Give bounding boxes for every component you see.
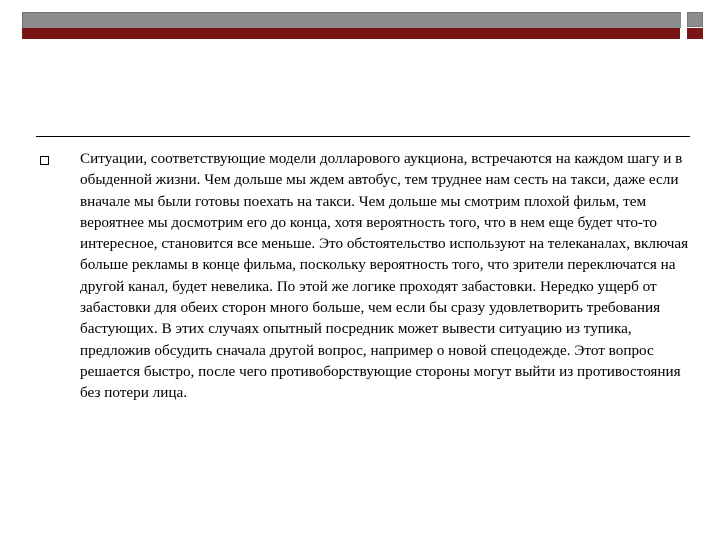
header-corner-red-square — [687, 28, 703, 39]
hollow-square-bullet-icon — [40, 156, 49, 165]
header-gray-bar — [22, 12, 681, 28]
title-divider-line — [36, 136, 690, 137]
header-red-bar — [22, 28, 680, 39]
header-corner-square — [687, 12, 703, 27]
slide-body-text: Ситуации, соответствующие модели долларового аукциона, встречаются на каждом шагу и в обыденной жизни. Чем дольше мы ждем автобус, тем труднее нам сесть на такси, даже если вначале мы были готовы поехать на такси. Чем дольше мы смотрим плохой фильм, тем вероятнее мы досмотрим его до конца, хотя вероятность того, что в нем еще будет что-то интересное, становится все меньше. Это обстоятельство используют на телеканалах, включая больше рекламы в конце фильма, поскольку вероятность того, что зрители переключатся на другой канал, будет невелика. По этой же логике проходят забастовки. Нередко ущерб от забастовки для обеих сторон много больше, чем если бы сразу удовлетворить требования бастующих. В этих случаях опытный посредник может вывести ситуацию из тупика, предложив обсудить сначала другой вопрос, например о новой спецодежде. Этот вопрос решается быстро, после чего противоборствующие стороны могут выйти из противостояния без потери лица. — [80, 150, 689, 402]
